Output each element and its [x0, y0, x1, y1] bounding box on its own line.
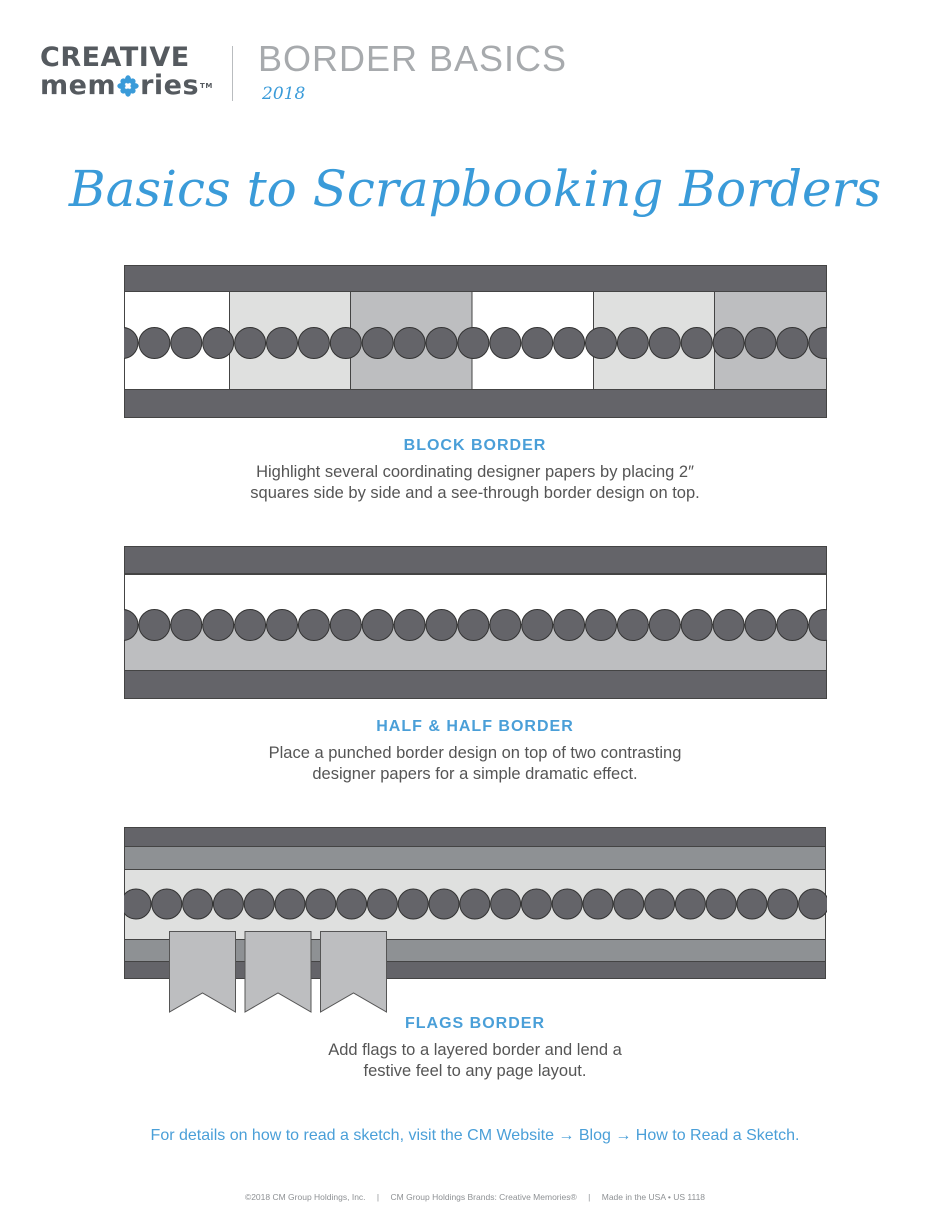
scallop-dot	[586, 610, 617, 641]
scallop-dot	[171, 328, 202, 359]
scallop-dot	[768, 889, 798, 919]
top-strip	[125, 266, 827, 292]
scallop-dot	[203, 610, 234, 641]
half-half-border-diagram	[124, 546, 827, 699]
flags-border-title: FLAGS BORDER	[405, 1015, 545, 1032]
scallop-dot	[235, 610, 266, 641]
scallop-dot	[649, 328, 680, 359]
scallop-dot	[675, 889, 705, 919]
scallop-dot	[617, 610, 648, 641]
logo-text-part1: mem	[40, 70, 117, 101]
scallop-dot	[458, 328, 489, 359]
scallop-dot	[583, 889, 613, 919]
scallop-dot	[681, 610, 712, 641]
scallop-dot	[586, 328, 617, 359]
logo-word-creative: CREATIVE	[40, 42, 190, 73]
scallop-dot	[426, 610, 457, 641]
top-strip	[125, 828, 826, 847]
bottom-strip	[125, 671, 827, 699]
scallop-dot	[426, 328, 457, 359]
block-border-line2: squares side by side and a see-through border design on top.	[250, 484, 700, 502]
legal-separator: |	[588, 1192, 591, 1202]
made-in: Made in the USA • US 1118	[601, 1192, 706, 1202]
scallop-dot	[235, 328, 266, 359]
scallop-dot	[152, 889, 182, 919]
logo-word-memories	[40, 72, 220, 100]
flower-icon	[117, 75, 139, 97]
scallop-dot	[649, 610, 680, 641]
flags-border-line1: Add flags to a layered border and lend a	[328, 1041, 622, 1059]
half-half-border-line2: designer papers for a simple dramatic effect.	[312, 765, 638, 783]
block-border-diagram	[124, 265, 827, 418]
flags-border-svg	[124, 826, 827, 1016]
scallop-dot	[491, 889, 521, 919]
scallop-dot	[681, 328, 712, 359]
second-strip	[125, 847, 826, 870]
legal-footer	[0, 1192, 950, 1202]
scallop-dot	[394, 610, 425, 641]
scallop-dot	[429, 889, 459, 919]
scallop-dot	[745, 328, 776, 359]
scallop-dot	[490, 328, 521, 359]
flag	[170, 932, 236, 1013]
scallop-dot	[745, 610, 776, 641]
block-border-title: BLOCK BORDER	[403, 437, 547, 454]
scallop-dot	[713, 610, 744, 641]
flags	[170, 932, 387, 1013]
scallop-dot	[554, 610, 585, 641]
scallop-dot	[777, 610, 808, 641]
flag	[321, 932, 387, 1013]
scallop-dot	[460, 889, 490, 919]
scallop-dot	[244, 889, 274, 919]
top-strip	[125, 547, 827, 574]
scallop-dot	[306, 889, 336, 919]
header-year: 2018	[262, 84, 306, 104]
flags-border-line2: festive feel to any page layout.	[363, 1062, 587, 1080]
scallop-dot	[552, 889, 582, 919]
scallop-dots	[124, 328, 827, 359]
scallop-dot	[367, 889, 397, 919]
scallop-dot	[398, 889, 428, 919]
scallop-dot	[458, 610, 489, 641]
scallop-dot	[490, 610, 521, 641]
block-border-description	[0, 462, 950, 504]
how-to-read-sketch-link[interactable]: For details on how to read a sketch, visit the CM Website → Blog → How to Read a Sketch.	[150, 1127, 800, 1144]
brands: CM Group Holdings Brands: Creative Memories®	[390, 1192, 577, 1202]
scallop-dot	[337, 889, 367, 919]
scallop-dot	[362, 610, 393, 641]
trademark: TM	[200, 82, 213, 90]
scallop-dot	[522, 328, 553, 359]
scallop-dot	[298, 328, 329, 359]
scallop-dot	[330, 328, 361, 359]
scallop-dot	[737, 889, 767, 919]
block-border-svg	[124, 265, 827, 418]
scallop-dot	[554, 328, 585, 359]
block-border-line1: Highlight several coordinating designer papers by placing 2″	[256, 463, 694, 481]
scallop-dot	[203, 328, 234, 359]
header-title: BORDER BASICS	[258, 38, 568, 79]
scallop-dot	[799, 889, 827, 919]
scallop-dot	[713, 328, 744, 359]
header-divider	[232, 46, 233, 101]
scallop-dot	[183, 889, 213, 919]
legal-separator: |	[376, 1192, 380, 1202]
copyright: ©2018 CM Group Holdings, Inc.	[244, 1192, 366, 1202]
scallop-dot	[267, 610, 298, 641]
scallop-dot	[394, 328, 425, 359]
scallop-dot	[645, 889, 675, 919]
scallop-dot	[617, 328, 648, 359]
flags-border-description	[0, 1040, 950, 1082]
scallop-dot	[171, 610, 202, 641]
half-half-border-svg	[124, 546, 827, 699]
scallop-dot	[298, 610, 329, 641]
bottom-strip	[125, 390, 827, 418]
scallop-dot	[521, 889, 551, 919]
scallop-dot	[330, 610, 361, 641]
scallop-dot	[275, 889, 305, 919]
scallop-dot	[522, 610, 553, 641]
page-title: Basics to Scrapbooking Borders	[68, 160, 882, 218]
scallop-dot	[124, 889, 151, 919]
scallop-dot	[777, 328, 808, 359]
scallop-dot	[362, 328, 393, 359]
flag	[245, 932, 311, 1013]
scallop-dot	[267, 328, 298, 359]
scallop-dot	[706, 889, 736, 919]
creative-memories-logo	[40, 44, 220, 100]
scallop-dots	[124, 889, 827, 919]
scallop-dot	[614, 889, 644, 919]
scallop-dot	[139, 610, 170, 641]
logo-text-part2: ries	[140, 70, 200, 101]
half-half-border-description	[0, 743, 950, 785]
scallop-dots	[124, 610, 827, 641]
half-half-border-line1: Place a punched border design on top of two contrasting	[268, 744, 682, 762]
scallop-dot	[139, 328, 170, 359]
flags-border-diagram	[124, 826, 827, 1016]
half-half-border-title: HALF & HALF BORDER	[376, 718, 574, 735]
scallop-dot	[213, 889, 243, 919]
